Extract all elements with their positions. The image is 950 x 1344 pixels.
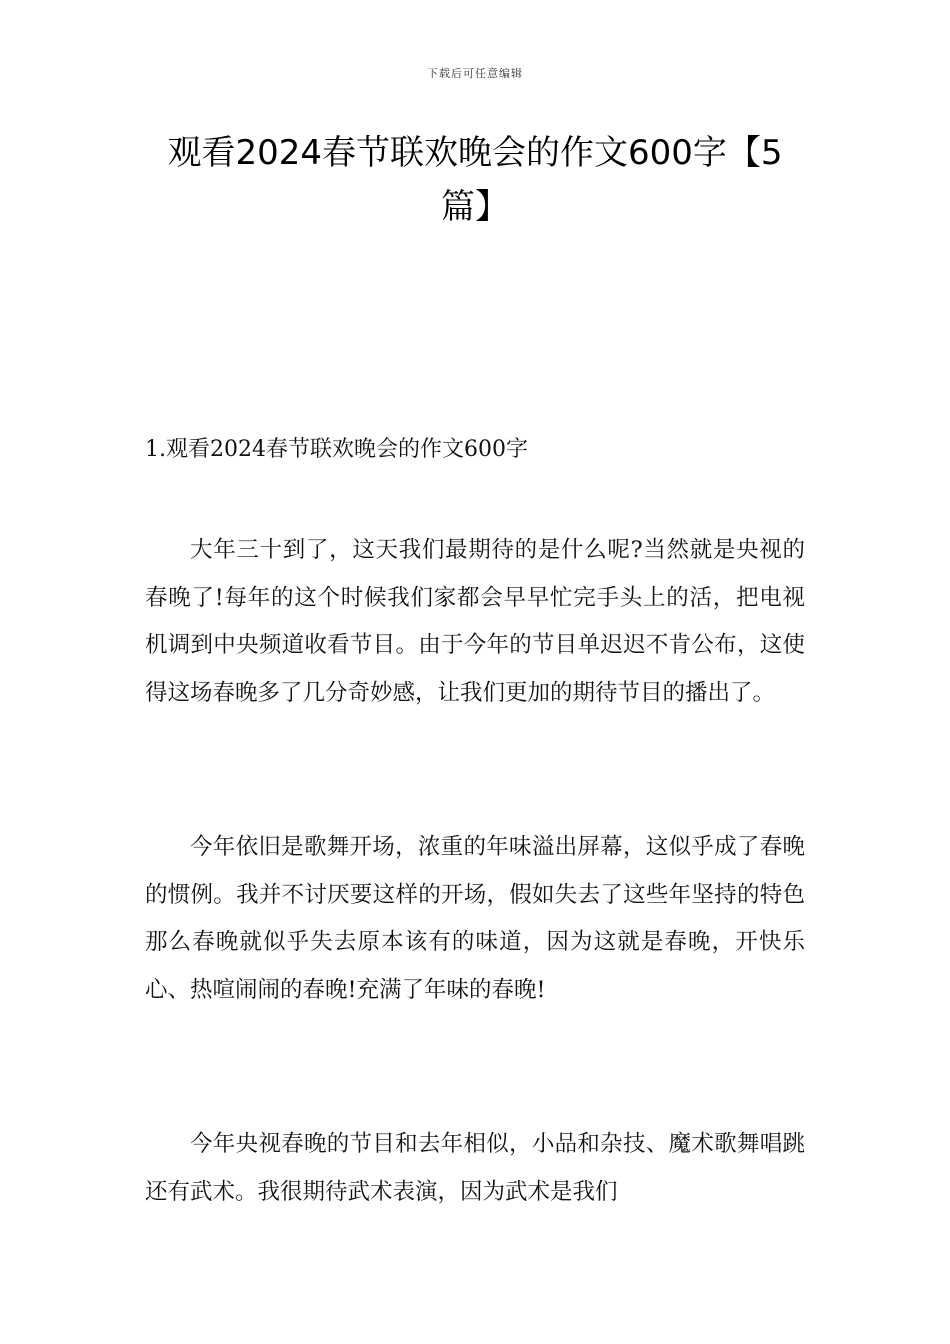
document-title: 观看2024春节联欢晚会的作文600字【5篇】 [167,133,783,227]
section-heading: 1.观看2024春节联欢晚会的作文600字 [145,437,528,462]
header-note: 下载后可任意编辑 [427,67,523,80]
paragraph: 今年央视春晚的节目和去年相似，小品和杂技、魔术歌舞唱跳还有武术。我很期待武术表演，因为武术是我们 [145,1131,805,1205]
paragraph: 大年三十到了，这天我们最期待的是什么呢?当然就是央视的春晚了!每年的这个时候我们家都会早早忙完手头上的活，把电视机调到中央频道收看节目。由于今年的节目单迟迟不肯公布，这使得这场春晚多了几分奇妙感，让我们更加的期待节目的播出了。 [145,537,805,706]
paragraph: 今年依旧是歌舞开场，浓重的年味溢出屏幕，这似乎成了春晚的惯例。我并不讨厌要这样的开场，假如失去了这些年坚持的特色那么春晚就似乎失去原本该有的味道，因为这就是春晚，开快乐心、热喧闹闹的春晚!充满了年味的春晚! [145,834,805,1003]
